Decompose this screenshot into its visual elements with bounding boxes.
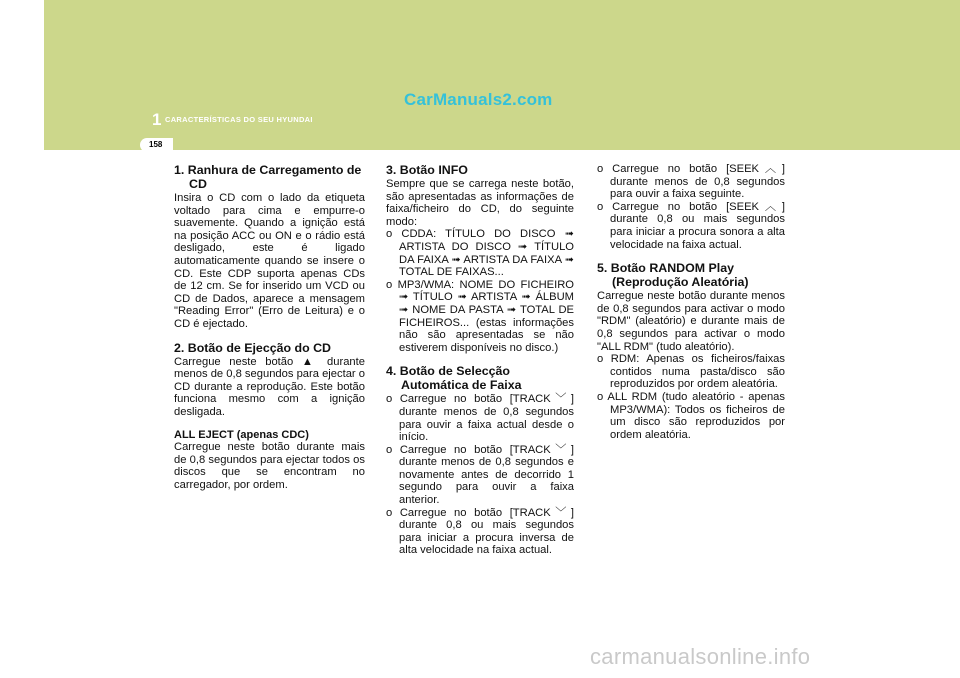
list-item: o Carregue no botão [TRACK﹀] durante 0,8 ou mais segundos para iniciar a procura inversa de alta velocidade na faixa actual.	[386, 506, 574, 557]
column-2	[386, 163, 574, 557]
subheading-all-eject: ALL EJECT (apenas CDC)	[174, 428, 309, 441]
chapter-title: CARACTERÍSTICAS DO SEU HYUNDAI	[165, 115, 313, 124]
list-item: o MP3/WMA: NOME DO FICHEIRO ➟ TÍTULO ➟ ARTISTA ➟ ÁLBUM ➟ NOME DA PASTA ➟ TOTAL DE FICHEIROS... (estas informações não são apresentadas se não estiverem disponíveis no disco.)	[386, 278, 574, 354]
section-heading-info: 3. Botão INFO	[386, 163, 468, 177]
list-item: o Carregue no botão [TRACK﹀] durante menos de 0,8 segundos e novamente antes de decorrido 1 segundo para ouvir a faixa anterior.	[386, 443, 574, 507]
section-heading-cd-slot: 1. Ranhura de Carregamento de CD	[174, 163, 362, 191]
footer-watermark: carmanualsonline.info	[590, 644, 811, 669]
subparagraph-all-eject: Carregue neste botão durante mais de 0,8 segundos para ejectar todos os discos que se encontram no carregador, por ordem.	[174, 441, 365, 491]
list-item: o Carregue no botão [SEEK︿] durante menos de 0,8 segundos para ouvir a faixa seguinte.	[597, 163, 785, 201]
site-logo[interactable]: CarManuals2.com	[404, 90, 553, 109]
list-item: o RDM: Apenas os ficheiros/faixas contidos numa pasta/disco são reproduzidos por ordem aleatória.	[597, 353, 785, 391]
section-paragraph-eject: Carregue neste botão ▲ durante menos de 0,8 segundos para ejectar o CD durante a reprodução. Este botão funciona mesmo com a ignição desligada.	[174, 355, 365, 418]
section-paragraph-random: Carregue neste botão durante menos de 0,8 segundos para activar o modo "RDM" (aleatório) e durante mais de 0,8 segundos para activar o modo "ALL RDM" (tudo aleatório).	[597, 290, 785, 353]
list-item: o Carregue no botão [TRACK﹀] durante menos de 0,8 segundos para ouvir a faixa actual desde o início.	[386, 393, 574, 444]
section-paragraph-cd-slot: Insira o CD com o lado da etiqueta voltado para cima e empurre-o suavemente. Quando a ignição está na posição ACC ou ON e o rádio está desligado, este é ligado automaticamente quando se insere o CD. Este CDP suporta apenas CDs de 12 cm. Se for inserido um VCD ou CD de Dados, aparece a mensagem "Reading Error" (Erro de Leitura) e o CD é ejectado.	[174, 192, 365, 330]
column-3	[597, 163, 785, 441]
section-heading-random: 5. Botão RANDOM Play (Reprodução Aleatória)	[597, 261, 749, 290]
section-heading-track-select: 4. Botão de Selecção Automática de Faixa	[386, 364, 522, 393]
list-item: o Carregue no botão [SEEK︿] durante 0,8 ou mais segundos para iniciar a procura sonora a alta velocidade na faixa actual.	[597, 200, 785, 251]
section-paragraph-info: Sempre que se carrega neste botão, são apresentadas as informações de faixa/ficheiro do CD, do seguinte modo:	[386, 178, 574, 228]
page-number: 158	[149, 140, 163, 149]
list-item: o CDDA: TÍTULO DO DISCO ➟ ARTISTA DO DISCO ➟ TÍTULO DA FAIXA ➟ ARTISTA DA FAIXA ➟ TOTAL DE FAIXAS...	[386, 228, 574, 279]
chapter-number: 1	[152, 110, 162, 129]
list-item: o ALL RDM (tudo aleatório - apenas MP3/WMA): Todos os ficheiros de um disco são reproduzidos por ordem aleatória.	[597, 390, 785, 441]
section-heading-eject: 2. Botão de Ejecção do CD	[174, 340, 331, 355]
header-banner	[44, 0, 960, 150]
column-1	[174, 163, 365, 491]
